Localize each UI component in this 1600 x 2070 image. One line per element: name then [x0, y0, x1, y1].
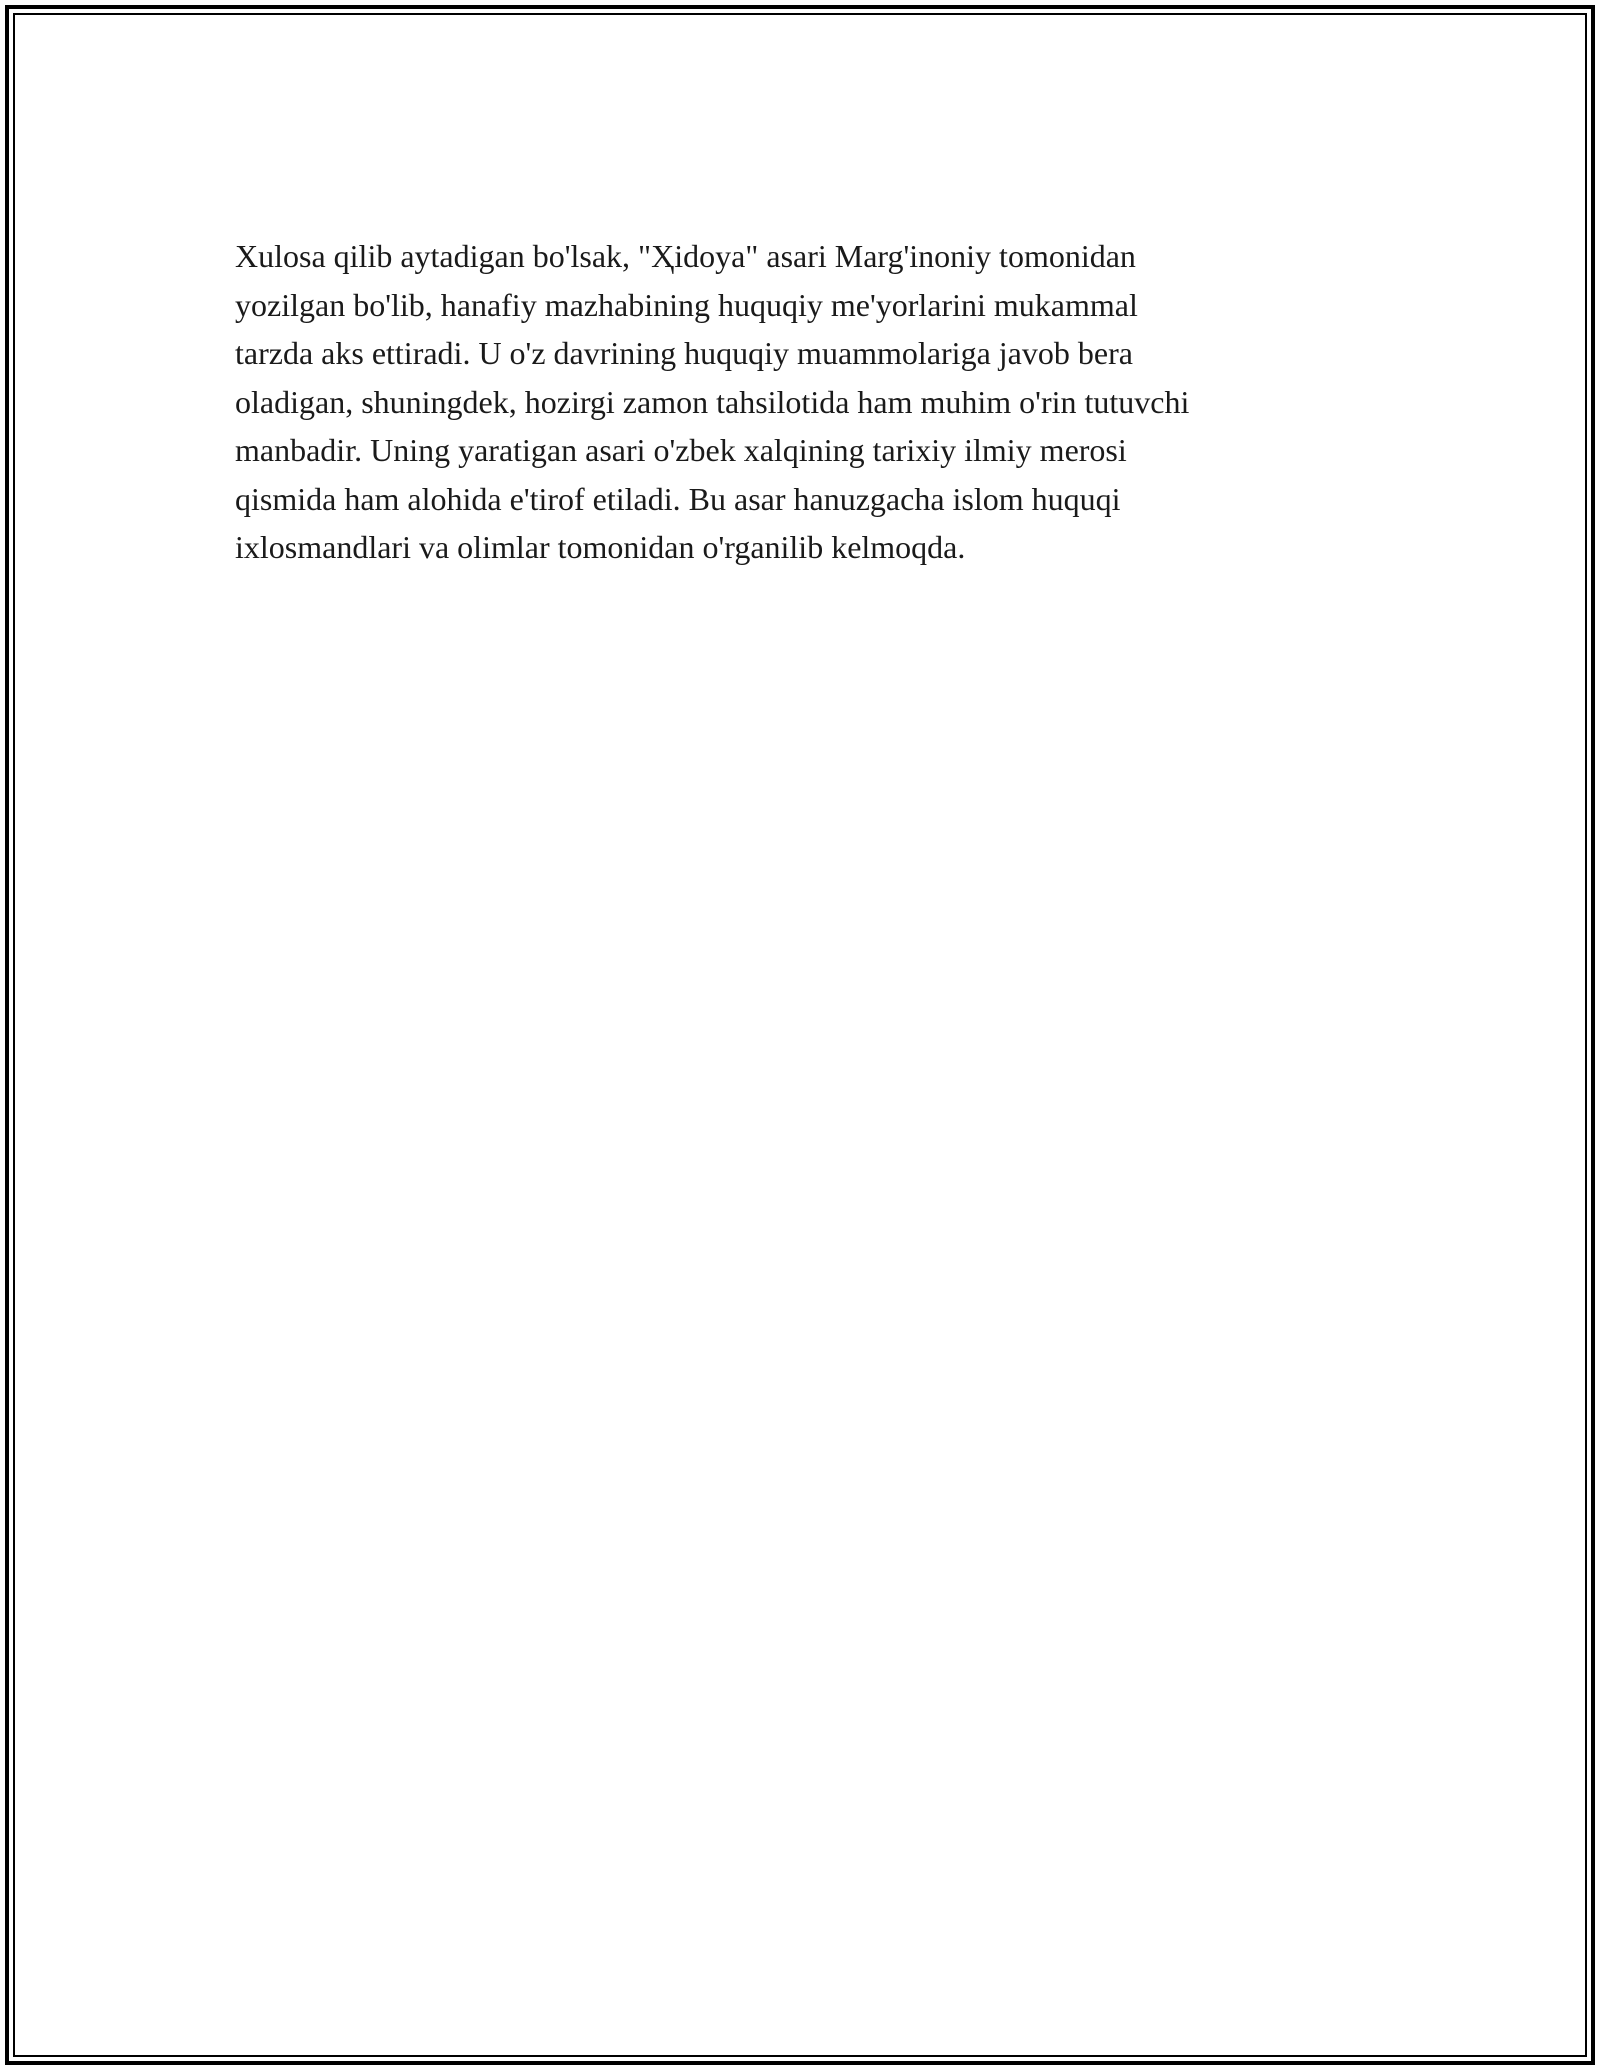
conclusion-paragraph: Xulosa qilib aytadigan bo'lsak, "Ҳidoya" asari Marg'inoniy tomonidan yozilgan bo'lib, hanafiy mazhabining huquqiy me'yorlarini mukammal tarzda aks ettiradi. U o'z davrining huquqiy muammolariga javob bera oladigan, shuningdek, hozirgi zamon tahsilotida ham muhim o'rin tutuvchi manbadir. Uning yaratigan asari o'zbek xalqining tarixiy ilmiy merosi qismida ham alohida e'tirof etiladi. Bu asar hanuzgacha islom huquqi ixlosmandlari va olimlar tomonidan o'rganilib kelmoqda.: [235, 238, 1190, 565]
